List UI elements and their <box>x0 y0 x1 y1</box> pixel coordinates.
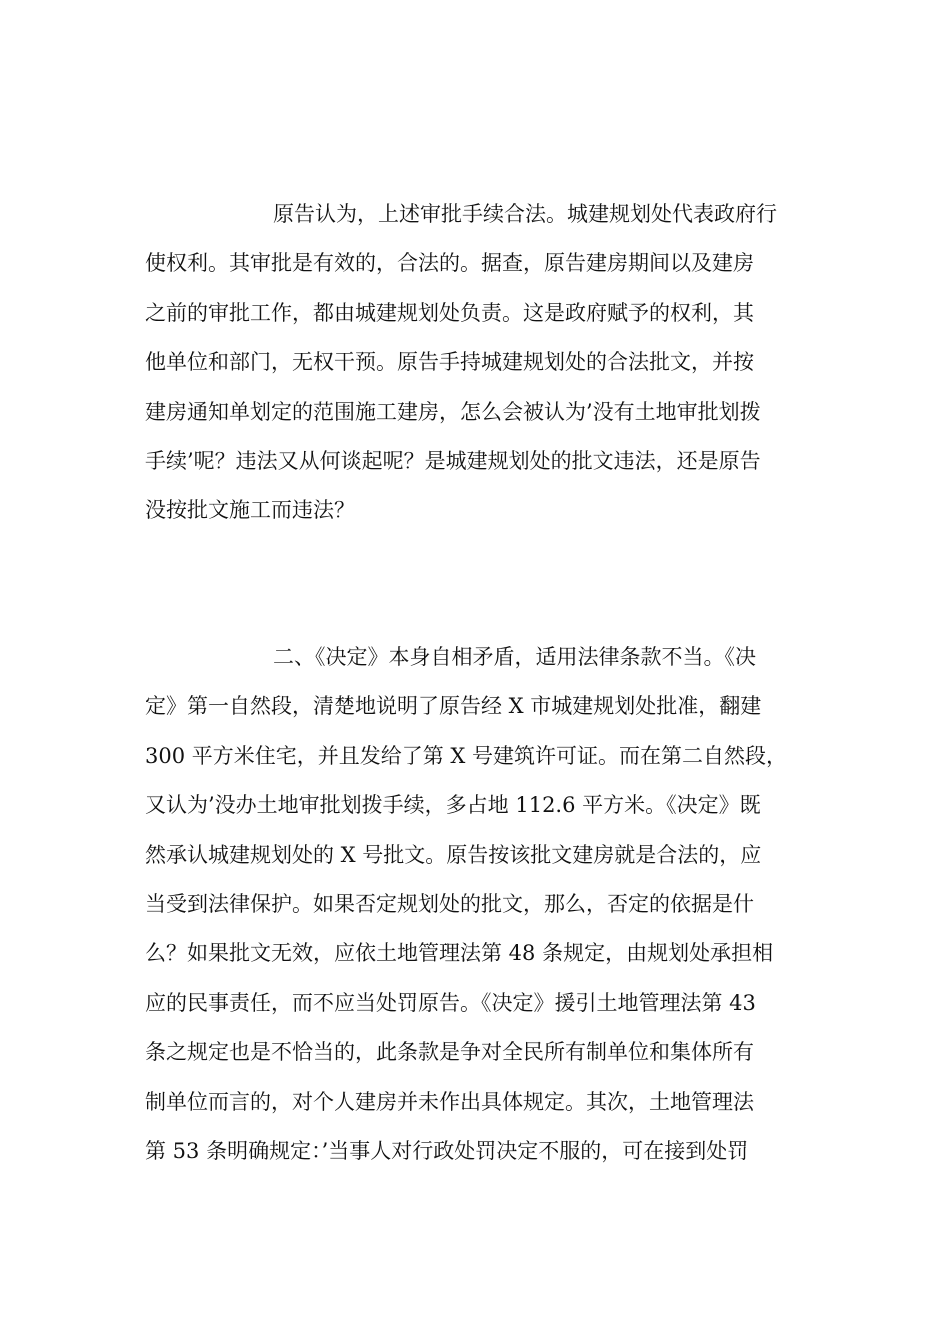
paragraph-decision-contradiction <box>145 633 810 1176</box>
text-line: 之前的审批工作，都由城建规划处负责。这是政府赋予的权利，其 <box>145 300 754 325</box>
text-line: 原告认为，上述审批手续合法。城建规划处代表政府行 <box>273 202 777 226</box>
text-line: 手续’呢？违法又从何谈起呢？是城建规划处的批文违法，还是原告 <box>145 448 761 473</box>
text-line: 条之规定也是不恰当的，此条款是争对全民所有制单位和集体所有 <box>145 1040 754 1065</box>
text-line: 第 53 条明确规定：’当事人对行政处罚决定不服的，可在接到处罚 <box>145 1138 749 1163</box>
text-line: 应的民事责任，而不应当处罚原告。《决定》援引土地管理法第 43 <box>145 990 756 1015</box>
text-line: 他单位和部门，无权干预。原告手持城建规划处的合法批文，并按 <box>145 350 754 375</box>
text-line: 然承认城建规划处的 X 号批文。原告按该批文建房就是合法的，应 <box>145 842 762 867</box>
text-line: 当受到法律保护。如果否定规划处的批文，那么，否定的依据是什 <box>145 891 754 916</box>
text-line: 建房通知单划定的范围施工建房，怎么会被认为’没有土地审批划拨 <box>145 399 761 424</box>
text-line: 二、《决定》本身自相矛盾，适用法律条款不当。《决 <box>273 645 756 669</box>
text-line: 制单位而言的，对个人建房并未作出具体规定。其次，土地管理法 <box>145 1089 754 1114</box>
text-line: 300 平方米住宅，并且发给了第 X 号建筑许可证。而在第二自然段， <box>145 743 788 768</box>
text-line: 么？如果批文无效，应依土地管理法第 48 条规定，由规划处承担相 <box>145 941 774 966</box>
text-line: 定》第一自然段，清楚地说明了原告经 X 市城建规划处批准，翻建 <box>145 694 762 719</box>
text-line: 没按批文施工而违法？ <box>145 498 355 523</box>
paragraph-plaintiff-argument <box>145 190 810 536</box>
text-line: 又认为’没办土地审批划拨手续，多占地 112.6 平方米。《决定》既 <box>145 793 761 818</box>
text-line: 使权利。其审批是有效的，合法的。据查，原告建房期间以及建房 <box>145 251 754 276</box>
